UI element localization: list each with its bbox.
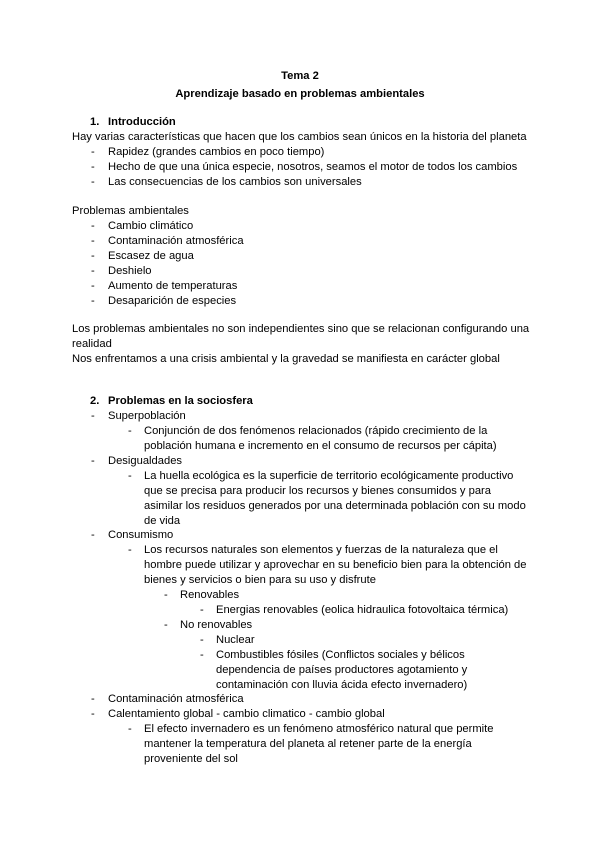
sub-list-item: asimilar los residuos generados por una determinada población con su modo [144,500,526,512]
list-item: Consumismo [108,529,174,541]
bullet-dash: - [200,604,204,616]
list-item: Hecho de que una única especie, nosotros, seamos el motor de todos los cambios [108,161,518,173]
sub-sub-sub-list-item: Nuclear [216,634,255,646]
paragraph: Los problemas ambientales no son independientes sino que se relacionan configurando una [72,323,530,335]
list-item: Contaminación atmosférica [108,235,244,247]
sub-sub-list-item: Renovables [180,589,240,601]
sub-sub-sub-list-item: dependencia de países productores agotamiento y [216,664,468,676]
sub-list-item: de vida [144,515,181,527]
bullet-dash: - [91,250,95,262]
paragraph: Hay varias características que hacen que los cambios sean únicos en la historia del planeta [72,131,527,143]
list-item: Desigualdades [108,455,183,467]
sub-list-item: hombre puede utilizar y aprovechar en su beneficio bien para la obtención de [144,559,527,571]
bullet-dash: - [91,235,95,247]
bullet-dash: - [200,649,204,661]
sub-list-item: bienes y servicios o bien para su uso y disfrute [144,574,376,586]
bullet-dash: - [91,410,95,422]
list-item: Cambio climático [108,220,194,232]
bullet-dash: - [91,693,95,705]
section-number: 1. [90,116,100,128]
section-heading: Introducción [108,116,176,128]
bullet-dash: - [128,544,132,556]
bullet-dash: - [91,265,95,277]
section-heading: Problemas en la sociosfera [108,395,253,407]
list-item: Escasez de agua [108,250,194,262]
list-item: Rapidez (grandes cambios en poco tiempo) [108,146,325,158]
list-item: Superpoblación [108,410,186,422]
bullet-dash: - [91,295,95,307]
list-item: Las consecuencias de los cambios son universales [108,176,362,188]
bullet-dash: - [164,619,168,631]
bullet-dash: - [128,470,132,482]
sub-list-item: que se precisa para producir los recursos y bienes consumidos y para [144,485,491,497]
list-item: Aumento de temperaturas [108,280,238,292]
sub-sub-list-item: No renovables [180,619,253,631]
list-item: Contaminación atmosférica [108,693,244,705]
bullet-dash: - [128,425,132,437]
sub-list-item: Los recursos naturales son elementos y fuerzas de la naturaleza que el [144,544,498,556]
sub-list-item: proveniente del sol [144,753,238,765]
bullet-dash: - [91,280,95,292]
bullet-dash: - [91,146,95,158]
bullet-dash: - [91,176,95,188]
bullet-dash: - [128,723,132,735]
sub-list-item: población humana e incremento en el consumo de recursos per cápita) [144,440,497,452]
sub-list-item: La huella ecológica es la superficie de territorio ecológicamente productivo [144,470,514,482]
bullet-dash: - [91,529,95,541]
problems-label: Problemas ambientales [72,205,189,217]
document-title: Tema 2 [281,70,319,82]
bullet-dash: - [91,220,95,232]
list-item: Desaparición de especies [108,295,237,307]
sub-list-item: mantener la temperatura del planeta al retener parte de la energía [144,738,472,750]
list-item: Calentamiento global - cambio climatico - cambio global [108,708,385,720]
bullet-dash: - [91,161,95,173]
sub-list-item: Conjunción de dos fenómenos relacionados (rápido crecimiento de la [144,425,488,437]
sub-sub-sub-list-item: Energias renovables (eolica hidraulica fotovoltaica térmica) [216,604,509,616]
sub-list-item: El efecto invernadero es un fenómeno atmosférico natural que permite [144,723,494,735]
bullet-dash: - [91,455,95,467]
bullet-dash: - [91,708,95,720]
paragraph: realidad [72,338,112,350]
document-subtitle: Aprendizaje basado en problemas ambientales [175,88,425,100]
list-item: Deshielo [108,265,152,277]
sub-sub-sub-list-item: contaminación con lluvia ácida efecto invernadero) [216,679,468,691]
paragraph: Nos enfrentamos a una crisis ambiental y la gravedad se manifiesta en carácter global [72,353,500,365]
bullet-dash: - [164,589,168,601]
sub-sub-sub-list-item: Combustibles fósiles (Conflictos sociales y bélicos [216,649,465,661]
section-number: 2. [90,395,100,407]
bullet-dash: - [200,634,204,646]
